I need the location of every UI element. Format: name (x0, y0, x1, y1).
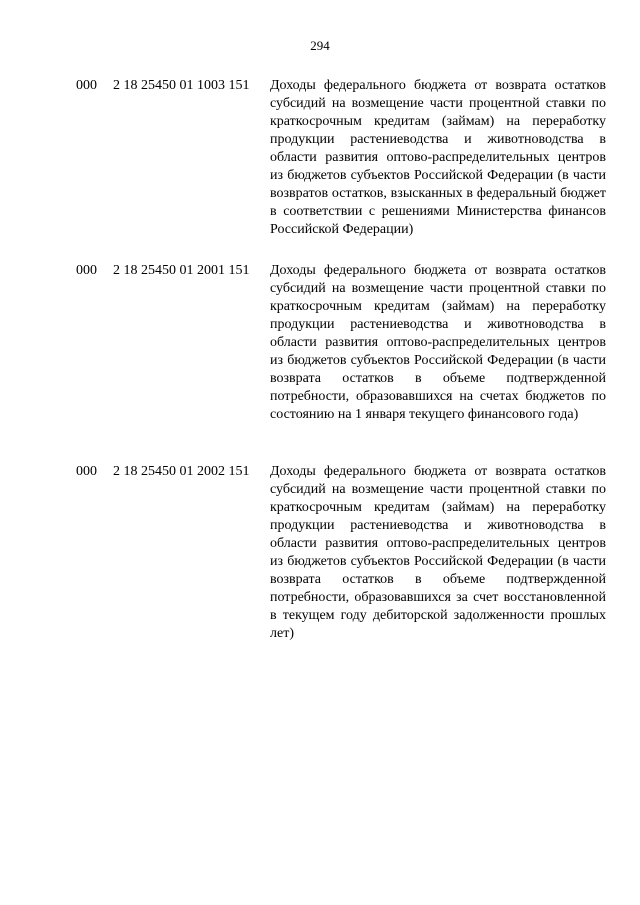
budget-code-list (0, 77, 640, 653)
budget-code-entry (0, 463, 640, 653)
budget-code-entry (0, 77, 640, 262)
income-description: Доходы федерального бюджета от возврата остатков субсидий на возмещение части процентной ставки по краткосрочным кредитам (займам) на переработку продукции растениеводства и животноводства в области развития оптово-распределительных центров из бюджетов субъектов Российской Федерации (в части возврата остатков в объеме подтвержденной потребности, образовавшихся на счетах бюджетов по состоянию на 1 января текущего финансового года) (270, 263, 606, 422)
budget-classification-code: 2 18 25450 01 1003 151 (113, 78, 250, 93)
budget-classification-code: 2 18 25450 01 2001 151 (113, 263, 250, 278)
administrator-code: 000 (76, 464, 97, 479)
income-description: Доходы федерального бюджета от возврата остатков субсидий на возмещение части процентной ставки по краткосрочным кредитам (займам) на переработку продукции растениеводства и животноводства в области развития оптово-распределительных центров из бюджетов субъектов Российской Федерации (в части возврата остатков в объеме подтвержденной потребности, образовавшихся за счет восстановленной в текущем году дебиторской задолженности прошлых лет) (270, 464, 606, 641)
budget-classification-code: 2 18 25450 01 2002 151 (113, 464, 250, 479)
income-description: Доходы федерального бюджета от возврата остатков субсидий на возмещение части процентной ставки по краткосрочным кредитам (займам) на переработку продукции растениеводства и животноводства в области развития оптово-распределительных центров из бюджетов субъектов Российской Федерации (в части возвратов остатков, взысканных в федеральный бюджет в соответствии с решениями Министерства финансов Российской Федерации) (270, 78, 606, 237)
administrator-code: 000 (76, 78, 97, 93)
budget-code-entry (0, 262, 640, 463)
administrator-code: 000 (76, 263, 97, 278)
page-number: 294 (310, 38, 330, 53)
